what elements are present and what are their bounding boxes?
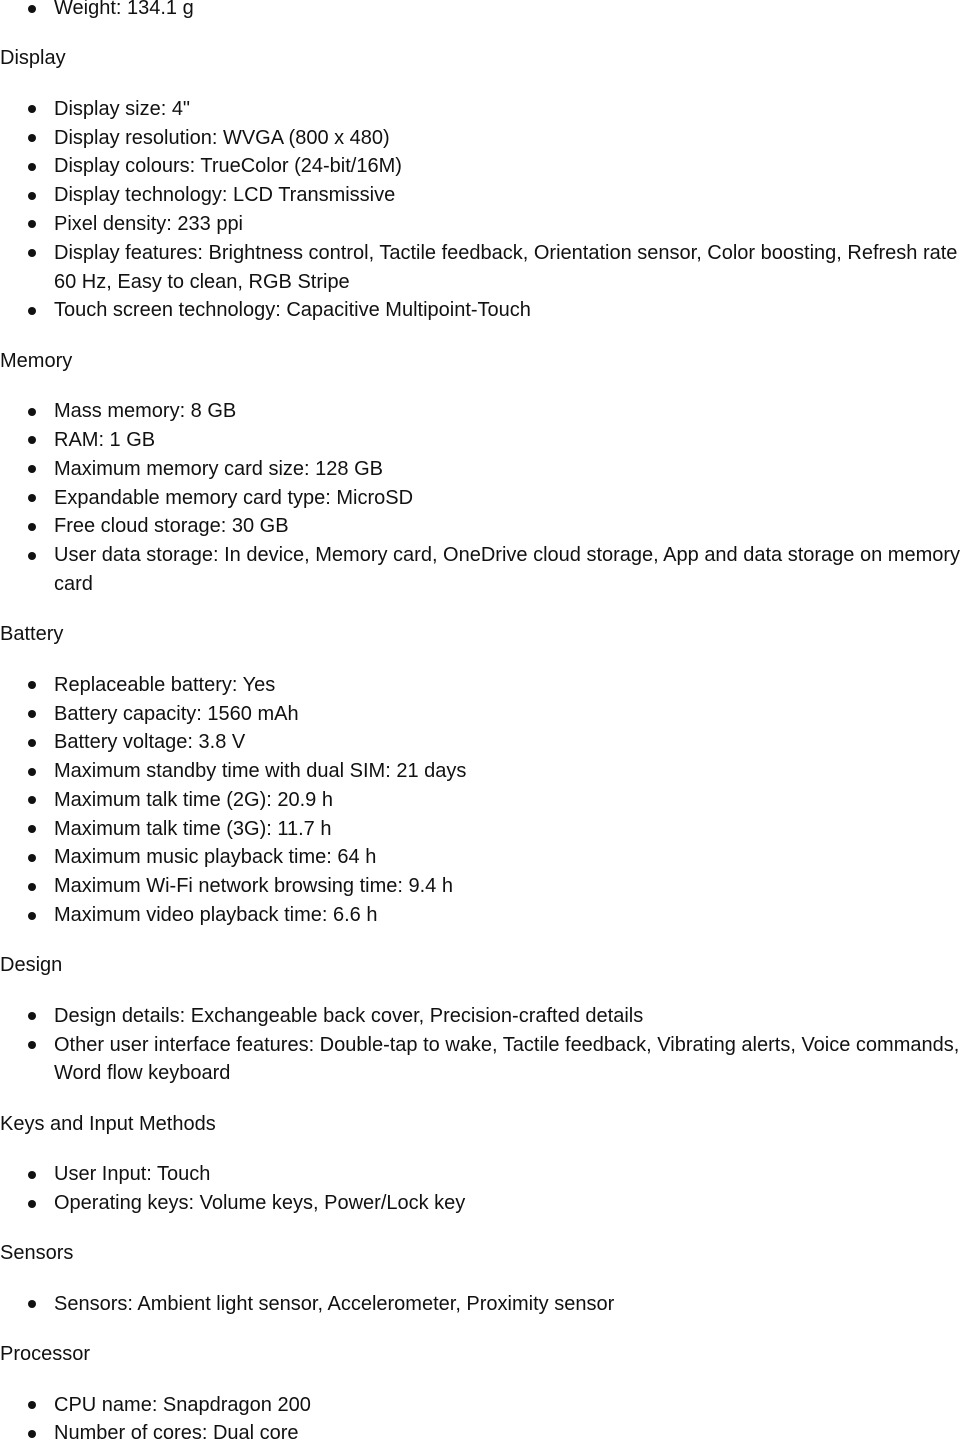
bullet-icon — [28, 1430, 36, 1438]
list-item: Display colours: TrueColor (24-bit/16M) — [0, 152, 960, 181]
section-processor — [0, 1340, 960, 1448]
section-heading: Sensors — [0, 1242, 74, 1265]
bullet-icon — [28, 1171, 36, 1179]
list-item: Weight: 134.1 g — [0, 0, 960, 23]
list-item: Battery voltage: 3.8 V — [0, 728, 960, 757]
bullet-icon — [28, 739, 36, 747]
list-item: Number of cores: Dual core — [0, 1419, 960, 1448]
bullet-icon — [28, 825, 36, 833]
spec-list — [0, 1002, 960, 1088]
bullet-icon — [28, 681, 36, 689]
spec-list — [0, 95, 960, 325]
section-weight — [0, 0, 960, 23]
bullet-icon — [28, 523, 36, 531]
spec-list — [0, 1391, 960, 1448]
bullet-icon — [28, 436, 36, 444]
spec-list — [0, 671, 960, 930]
section-heading: Keys and Input Methods — [0, 1112, 216, 1135]
section-display — [0, 44, 960, 325]
list-item: Mass memory: 8 GB — [0, 397, 960, 426]
bullet-icon — [28, 552, 36, 560]
bullet-icon — [28, 768, 36, 776]
spec-list — [0, 397, 960, 599]
list-item: Touch screen technology: Capacitive Multipoint-Touch — [0, 296, 960, 325]
section-battery — [0, 620, 960, 930]
bullet-icon — [28, 465, 36, 473]
bullet-icon — [28, 163, 36, 171]
section-heading: Processor — [0, 1343, 91, 1366]
bullet-icon — [28, 220, 36, 228]
bullet-icon — [28, 105, 36, 113]
section-memory — [0, 347, 960, 599]
list-item: Replaceable battery: Yes — [0, 671, 960, 700]
list-item: Display size: 4" — [0, 95, 960, 124]
section-heading: Design — [0, 954, 63, 977]
list-item: Pixel density: 233 ppi — [0, 210, 960, 239]
list-item: Battery capacity: 1560 mAh — [0, 700, 960, 729]
bullet-icon — [28, 408, 36, 416]
spec-list — [0, 1160, 960, 1218]
list-item: Design details: Exchangeable back cover, Precision-crafted details — [0, 1002, 960, 1031]
list-item: Maximum Wi-Fi network browsing time: 9.4 h — [0, 872, 960, 901]
section-heading: Battery — [0, 623, 64, 646]
section-keys-input — [0, 1110, 960, 1218]
list-item: Maximum talk time (3G): 11.7 h — [0, 815, 960, 844]
bullet-icon — [28, 796, 36, 804]
list-item: Maximum memory card size: 128 GB — [0, 455, 960, 484]
list-item: Sensors: Ambient light sensor, Accelerometer, Proximity sensor — [0, 1290, 960, 1319]
list-item: Other user interface features: Double-tap to wake, Tactile feedback, Vibrating alerts, Voice commands, Word flow keyboard — [0, 1031, 960, 1089]
bullet-icon — [28, 883, 36, 891]
bullet-icon — [28, 249, 36, 257]
list-item: Free cloud storage: 30 GB — [0, 512, 960, 541]
bullet-icon — [28, 912, 36, 920]
list-item: RAM: 1 GB — [0, 426, 960, 455]
bullet-icon — [28, 1041, 36, 1049]
bullet-icon — [28, 1300, 36, 1308]
section-sensors — [0, 1239, 960, 1318]
bullet-icon — [28, 134, 36, 142]
list-item: Maximum standby time with dual SIM: 21 days — [0, 757, 960, 786]
bullet-icon — [28, 1200, 36, 1208]
bullet-icon — [28, 710, 36, 718]
list-item: User Input: Touch — [0, 1160, 960, 1189]
list-item: Display technology: LCD Transmissive — [0, 181, 960, 210]
list-item: CPU name: Snapdragon 200 — [0, 1391, 960, 1420]
list-item: Maximum music playback time: 64 h — [0, 843, 960, 872]
list-item: Display resolution: WVGA (800 x 480) — [0, 124, 960, 153]
bullet-icon — [28, 854, 36, 862]
list-item: Operating keys: Volume keys, Power/Lock key — [0, 1189, 960, 1218]
bullet-icon — [28, 1012, 36, 1020]
list-item: Expandable memory card type: MicroSD — [0, 484, 960, 513]
section-design — [0, 951, 960, 1088]
section-heading: Display — [0, 47, 66, 70]
bullet-icon — [28, 494, 36, 502]
bullet-icon — [28, 307, 36, 315]
bullet-icon — [28, 5, 36, 13]
section-heading: Memory — [0, 349, 73, 372]
spec-list — [0, 1290, 960, 1319]
list-item: Maximum talk time (2G): 20.9 h — [0, 786, 960, 815]
bullet-icon — [28, 1401, 36, 1409]
bullet-icon — [28, 192, 36, 200]
spec-list — [0, 0, 960, 23]
list-item: Display features: Brightness control, Tactile feedback, Orientation sensor, Color boosting, Refresh rate 60 Hz, Easy to clean, RGB Stripe — [0, 239, 960, 297]
list-item: User data storage: In device, Memory card, OneDrive cloud storage, App and data storage on memory card — [0, 541, 960, 599]
list-item: Maximum video playback time: 6.6 h — [0, 901, 960, 930]
